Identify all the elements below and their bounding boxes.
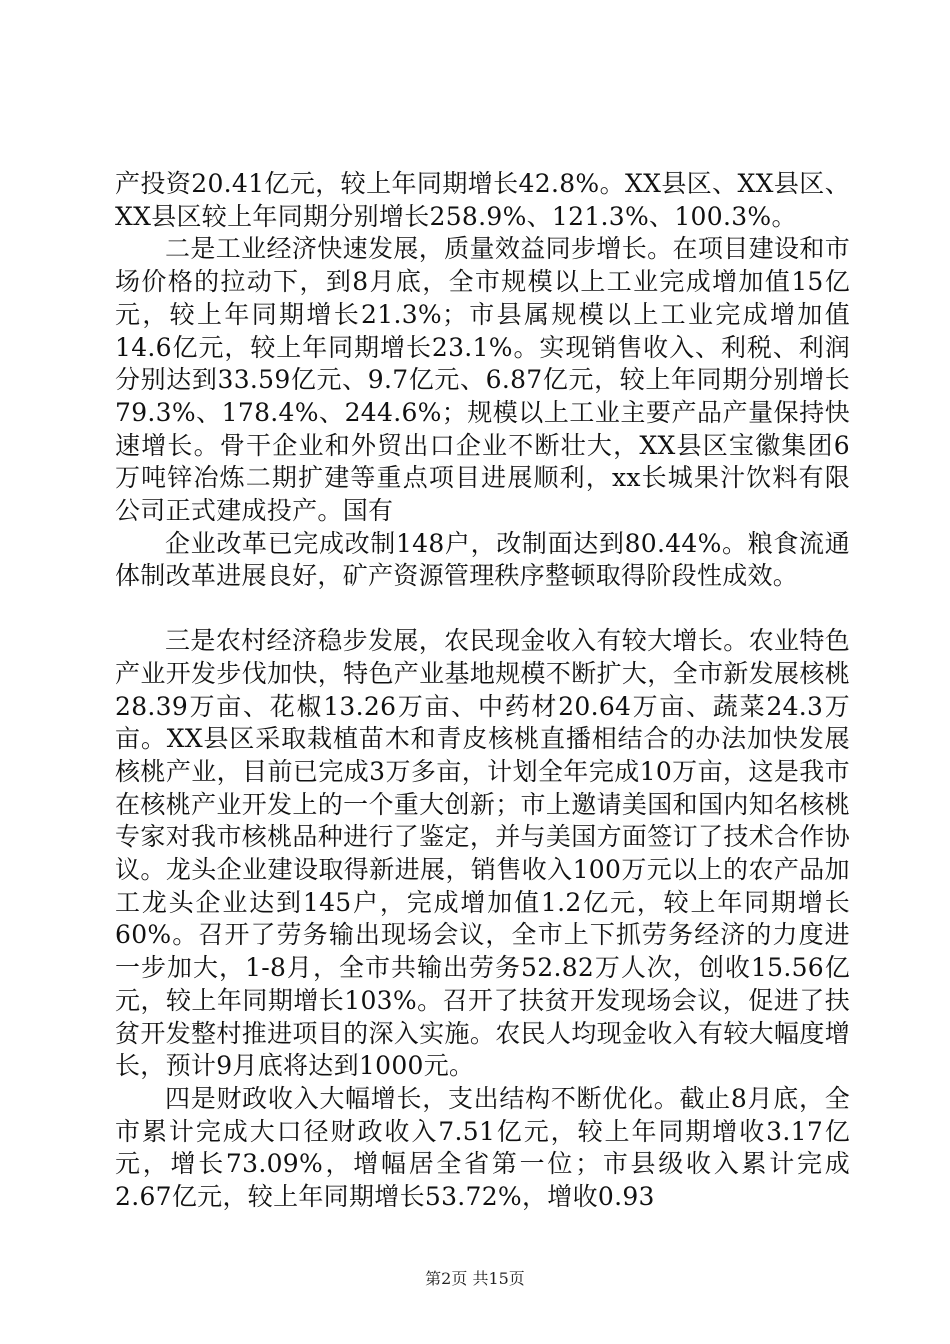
paragraph-continuation: 产投资20.41亿元，较上年同期增长42.8%。XX县区、XX县区、XX县区较上年同期分别增长258.9%、121.3%、100.3%。 <box>115 169 850 231</box>
page-footer <box>0 1266 950 1289</box>
paragraph-fiscal-revenue: 四是财政收入大幅增长，支出结构不断优化。截止8月底，全市累计完成大口径财政收入7.51亿元，较上年同期增收3.17亿元，增长73.09%，增幅居全省第一位；市县级收入累计完成2.67亿元，较上年同期增长53.72%，增收0.93 <box>115 1083 850 1212</box>
page-number: 第2页 共15页 <box>425 1269 525 1288</box>
paragraph-rural-economy: 三是农村经济稳步发展，农民现金收入有较大增长。农业特色产业开发步伐加快，特色产业基地规模不断扩大，全市新发展核桃28.39万亩、花椒13.26万亩、中药材20.64万亩、蔬菜24.3万亩。XX县区采取栽植苗木和青皮核桃直播相结合的办法加快发展核桃产业，目前已完成3万多亩，计划全年完成10万亩，这是我市在核桃产业开发上的一个重大创新；市上邀请美国和国内知名核桃专家对我市核桃品种进行了鉴定，并与美国方面签订了技术合作协议。龙头企业建设取得新进展，销售收入100万元以上的农产品加工龙头企业达到145户，完成增加值1.2亿元，较上年同期增长60%。召开了劳务输出现场会议，全市上下抓劳务经济的力度进一步加大，1-8月，全市共输出劳务52.82万人次，创收15.56亿元，较上年同期增长103%。召开了扶贫开发现场会议，促进了扶贫开发整村推进项目的深入实施。农民人均现金收入有较大幅度增长，预计9月底将达到1000元。 <box>115 626 850 1081</box>
paragraph-enterprise-reform: 企业改革已完成改制148户，改制面达到80.44%。粮食流通体制改革进展良好，矿产资源管理秩序整顿取得阶段性成效。 <box>115 528 850 591</box>
paragraph-industrial-economy: 二是工业经济快速发展，质量效益同步增长。在项目建设和市场价格的拉动下，到8月底，全市规模以上工业完成增加值15亿元，较上年同期增长21.3%；市县属规模以上工业完成增加值14.6亿元，较上年同期增长23.1%。实现销售收入、利税、利润分别达到33.59亿元、9.7亿元、6.87亿元，较上年同期分别增长79.3%、178.4%、244.6%；规模以上工业主要产品产量保持快速增长。骨干企业和外贸出口企业不断壮大，XX县区宝徽集团6万吨锌冶炼二期扩建等重点项目进展顺利，xx长城果汁饮料有限公司正式建成投产。国有 <box>115 234 850 526</box>
document-body <box>115 168 850 1214</box>
